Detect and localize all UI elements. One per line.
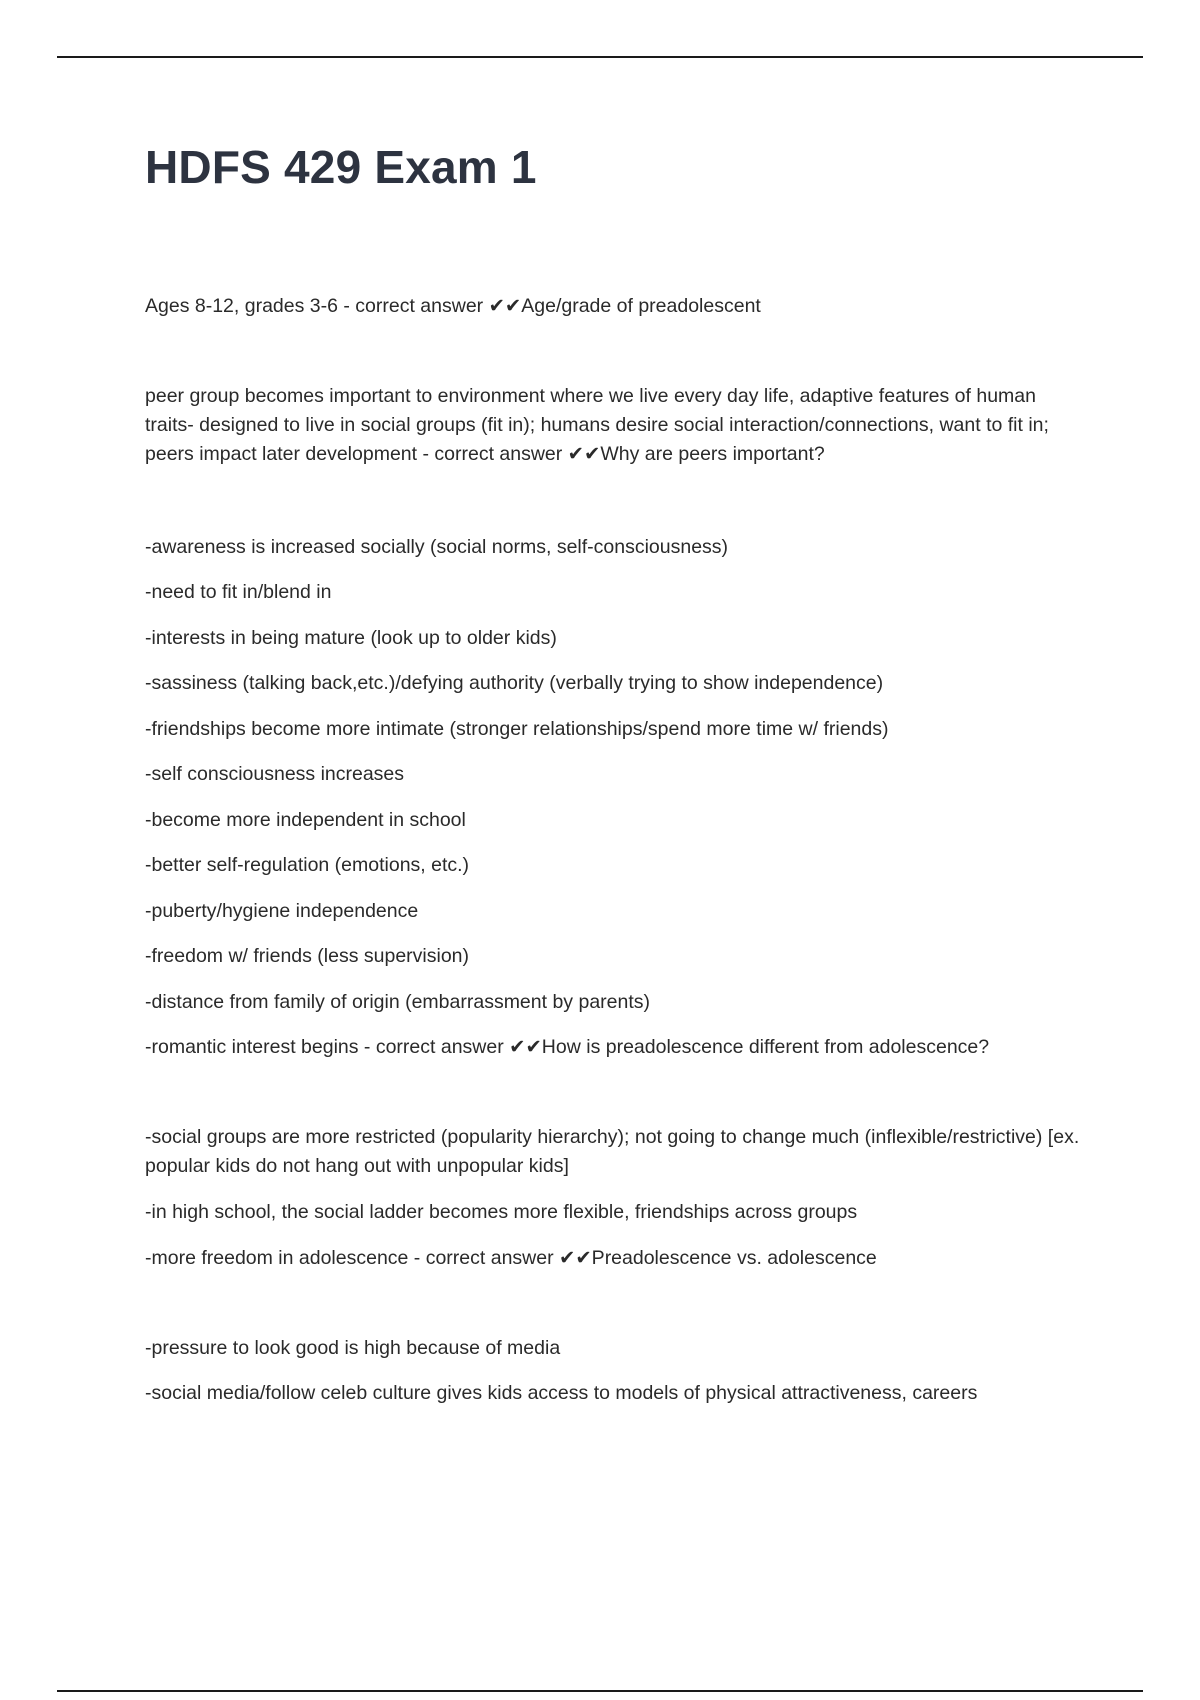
list-item: -in high school, the social ladder becomes more flexible, friendships across groups bbox=[145, 1201, 858, 1223]
list-item: -more freedom in adolescence - correct answer ✔✔Preadolescence vs. adolescence bbox=[145, 1247, 877, 1269]
list-item: -sassiness (talking back,etc.)/defying authority (verbally trying to show independence) bbox=[145, 672, 884, 694]
list-item: -puberty/hygiene independence bbox=[145, 900, 419, 922]
qa-block-1: Ages 8-12, grades 3-6 - correct answer ✔✔Age/grade of preadolescent bbox=[145, 295, 761, 317]
list-item: -friendships become more intimate (stronger relationships/spend more time w/ friends) bbox=[145, 718, 889, 740]
list-item: -social groups are more restricted (popularity hierarchy); not going to change much (inflexible/restrictive) [ex. popular kids do not hang out with unpopular kids] bbox=[145, 1126, 1080, 1177]
list-item: -awareness is increased socially (social norms, self-consciousness) bbox=[145, 536, 729, 558]
qa-block-2: peer group becomes important to environment where we live every day life, adaptive features of human traits- designed to live in social groups (fit in); humans desire social interaction/connections, want to fit in; peers impact later development - correct answer ✔✔Why are peers important? bbox=[145, 385, 1049, 465]
list-item: -romantic interest begins - correct answer ✔✔How is preadolescence different from adolescence? bbox=[145, 1036, 990, 1058]
bottom-divider bbox=[57, 1690, 1143, 1692]
list-item: -become more independent in school bbox=[145, 809, 466, 831]
page-title: HDFS 429 Exam 1 bbox=[145, 141, 537, 193]
top-divider bbox=[57, 56, 1143, 58]
list-item: -interests in being mature (look up to older kids) bbox=[145, 627, 557, 649]
list-item: -self consciousness increases bbox=[145, 763, 405, 785]
list-item: -freedom w/ friends (less supervision) bbox=[145, 945, 470, 967]
list-item: -need to fit in/blend in bbox=[145, 581, 332, 603]
list-item: -distance from family of origin (embarrassment by parents) bbox=[145, 991, 651, 1013]
list-item: -social media/follow celeb culture gives kids access to models of physical attractiveness, careers bbox=[145, 1382, 978, 1404]
list-item: -better self-regulation (emotions, etc.) bbox=[145, 854, 470, 876]
list-item: -pressure to look good is high because of media bbox=[145, 1337, 561, 1359]
